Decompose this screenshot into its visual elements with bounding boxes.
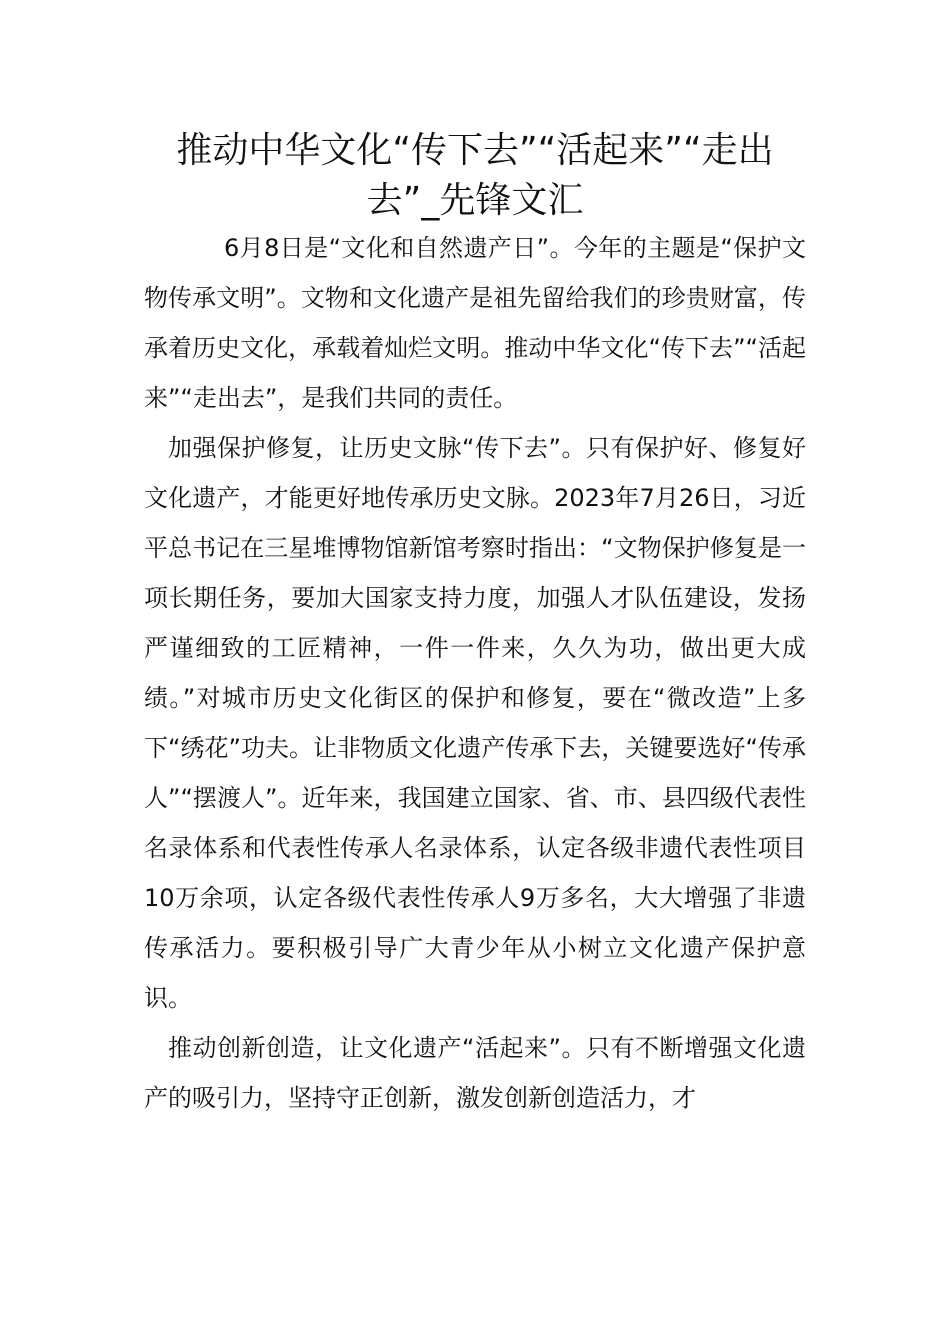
paragraph-3: 推动创新创造，让文化遗产“活起来”。只有不断增强文化遗产的吸引力，坚持守正创新，激发创新创造活力，才 xyxy=(144,1034,806,1112)
document-title: 推动中华文化“传下去”“活起来”“走出去”_先锋文汇 xyxy=(176,130,774,221)
document-page xyxy=(144,0,806,1123)
paragraph-2: 加强保护修复，让历史文脉“传下去”。只有保护好、修复好文化遗产，才能更好地传承历史文脉。2023年7月26日，习近平总书记在三星堆博物馆新馆考察时指出：“文物保护修复是一项长期任务，要加大国家支持力度，加强人才队伍建设，发扬严谨细致的工匠精神，一件一件来，久久为功，做出更大成绩。”对城市历史文化街区的保护和修复，要在“微改造”上多下“绣花”功夫。让非物质文化遗产传承下去，关键要选好“传承人”“摆渡人”。近年来，我国建立国家、省、市、县四级代表性名录体系和代表性传承人名录体系，认定各级非遗代表性项目10万余项，认定各级代表性传承人9万多名，大大增强了非遗传承活力。要积极引导广大青少年从小树立文化遗产保护意识。 xyxy=(144,434,806,1012)
paragraph-1: 6月8日是“文化和自然遗产日”。今年的主题是“保护文物传承文明”。文物和文化遗产是祖先留给我们的珍贵财富，传承着历史文化，承载着灿烂文明。推动中华文化“传下去”“活起来”“走出去”，是我们共同的责任。 xyxy=(144,234,806,412)
